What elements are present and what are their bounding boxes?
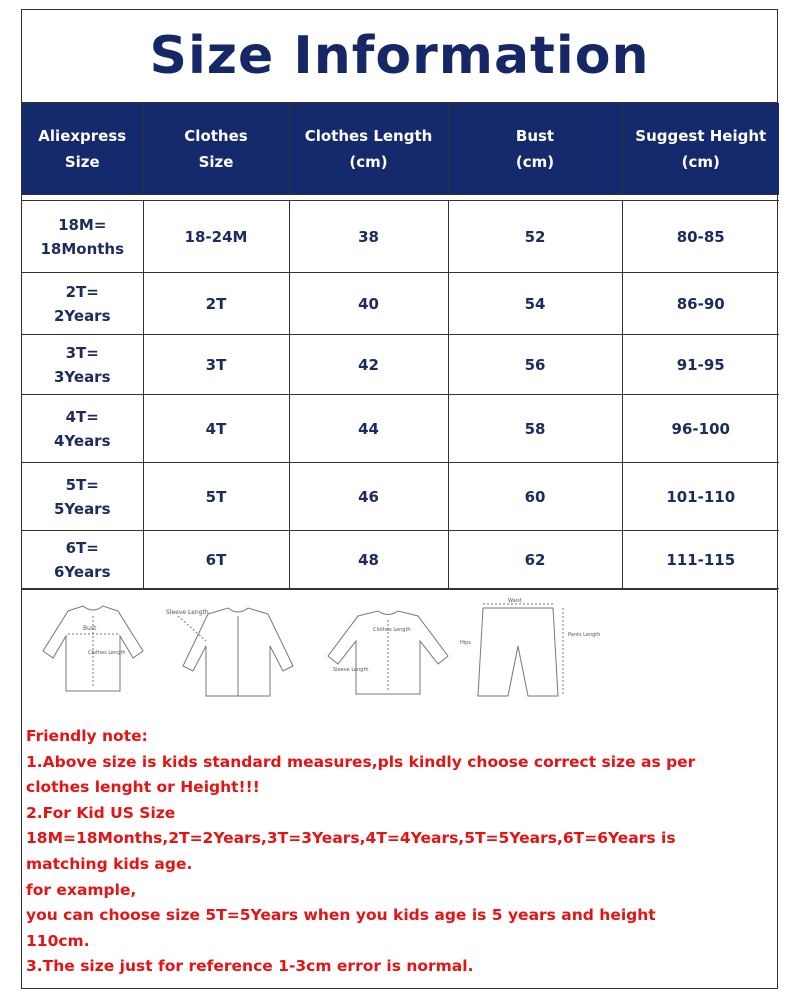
diagram-label-sleeve-length-2: Sleeve Length bbox=[333, 667, 369, 673]
cell-suggest-height: 96-100 bbox=[622, 395, 779, 463]
note-line: 18M=18Months,2T=2Years,3T=3Years,4T=4Years,5T=5Years,6T=6Years is bbox=[26, 829, 676, 848]
cell-suggest-height: 101-110 bbox=[622, 463, 779, 531]
cell-bust: 54 bbox=[448, 273, 622, 335]
cell-bust: 58 bbox=[448, 395, 622, 463]
diagram-label-hips: Hips bbox=[460, 640, 471, 646]
table-row bbox=[22, 531, 779, 589]
note-line: for example, bbox=[26, 880, 137, 899]
note-line: you can choose size 5T=5Years when you kids age is 5 years and height bbox=[26, 906, 656, 925]
cell-clothes-size: 4T bbox=[143, 395, 289, 463]
cell-clothes-length: 42 bbox=[289, 335, 448, 395]
note-heading: Friendly note: bbox=[26, 727, 148, 745]
cell-clothes-size: 2T bbox=[143, 273, 289, 335]
header-clothes-size: Clothes Size bbox=[143, 103, 289, 195]
table-row bbox=[22, 463, 779, 531]
cell-suggest-height: 91-95 bbox=[622, 335, 779, 395]
note-line: clothes lenght or Height!!! bbox=[26, 778, 260, 797]
cell-suggest-height: 111-115 bbox=[622, 531, 779, 589]
header-suggest-height: Suggest Height (cm) bbox=[622, 103, 779, 195]
measurement-diagrams bbox=[22, 589, 777, 720]
diagram-label-clothes-length-2: Clothes Length bbox=[373, 627, 411, 633]
table-header-row bbox=[22, 103, 779, 195]
header-aliexpress-size: Aliexpress Size bbox=[22, 103, 143, 195]
garment-diagrams-svg bbox=[28, 596, 628, 716]
cell-aliexpress-size: 5T= 5Years bbox=[22, 463, 143, 531]
diagram-label-waist: Waist bbox=[508, 598, 522, 604]
size-table bbox=[22, 103, 779, 589]
cell-bust: 52 bbox=[448, 201, 622, 273]
cell-clothes-length: 44 bbox=[289, 395, 448, 463]
cell-suggest-height: 80-85 bbox=[622, 201, 779, 273]
table-row bbox=[22, 335, 779, 395]
page-title: Size Information bbox=[22, 10, 777, 103]
note-line: matching kids age. bbox=[26, 854, 193, 873]
table-row bbox=[22, 395, 779, 463]
note-line: 110cm. bbox=[26, 931, 90, 950]
cell-clothes-size: 5T bbox=[143, 463, 289, 531]
header-clothes-length: Clothes Length (cm) bbox=[289, 103, 448, 195]
diagram-label-clothes-length: Clothes Length bbox=[88, 650, 126, 656]
cell-bust: 62 bbox=[448, 531, 622, 589]
cell-clothes-length: 40 bbox=[289, 273, 448, 335]
note-line: 1.Above size is kids standard measures,pls kindly choose correct size as per bbox=[26, 752, 696, 771]
shirt-raglan-icon bbox=[328, 611, 448, 694]
pants-icon bbox=[478, 604, 563, 696]
cell-aliexpress-size: 4T= 4Years bbox=[22, 395, 143, 463]
diagram-label-sleeve-length: Sleeve Length bbox=[166, 609, 209, 616]
diagram-label-pants-length: Pants Length bbox=[568, 632, 601, 638]
shirt-button-icon bbox=[178, 608, 293, 696]
shirt-front-icon bbox=[43, 606, 143, 691]
cell-bust: 56 bbox=[448, 335, 622, 395]
cell-clothes-length: 46 bbox=[289, 463, 448, 531]
cell-aliexpress-size: 6T= 6Years bbox=[22, 531, 143, 589]
cell-aliexpress-size: 2T= 2Years bbox=[22, 273, 143, 335]
cell-clothes-length: 48 bbox=[289, 531, 448, 589]
cell-clothes-size: 18-24M bbox=[143, 201, 289, 273]
note-line: 2.For Kid US Size bbox=[26, 803, 176, 822]
friendly-notes bbox=[22, 720, 777, 980]
table-row bbox=[22, 201, 779, 273]
table-row bbox=[22, 273, 779, 335]
diagram-label-bust: Bust bbox=[83, 625, 97, 632]
cell-clothes-length: 38 bbox=[289, 201, 448, 273]
cell-bust: 60 bbox=[448, 463, 622, 531]
size-chart bbox=[21, 9, 778, 989]
cell-aliexpress-size: 18M= 18Months bbox=[22, 201, 143, 273]
cell-suggest-height: 86-90 bbox=[622, 273, 779, 335]
cell-clothes-size: 3T bbox=[143, 335, 289, 395]
header-bust: Bust (cm) bbox=[448, 103, 622, 195]
cell-aliexpress-size: 3T= 3Years bbox=[22, 335, 143, 395]
note-line: 3.The size just for reference 1-3cm error is normal. bbox=[26, 957, 474, 976]
cell-clothes-size: 6T bbox=[143, 531, 289, 589]
